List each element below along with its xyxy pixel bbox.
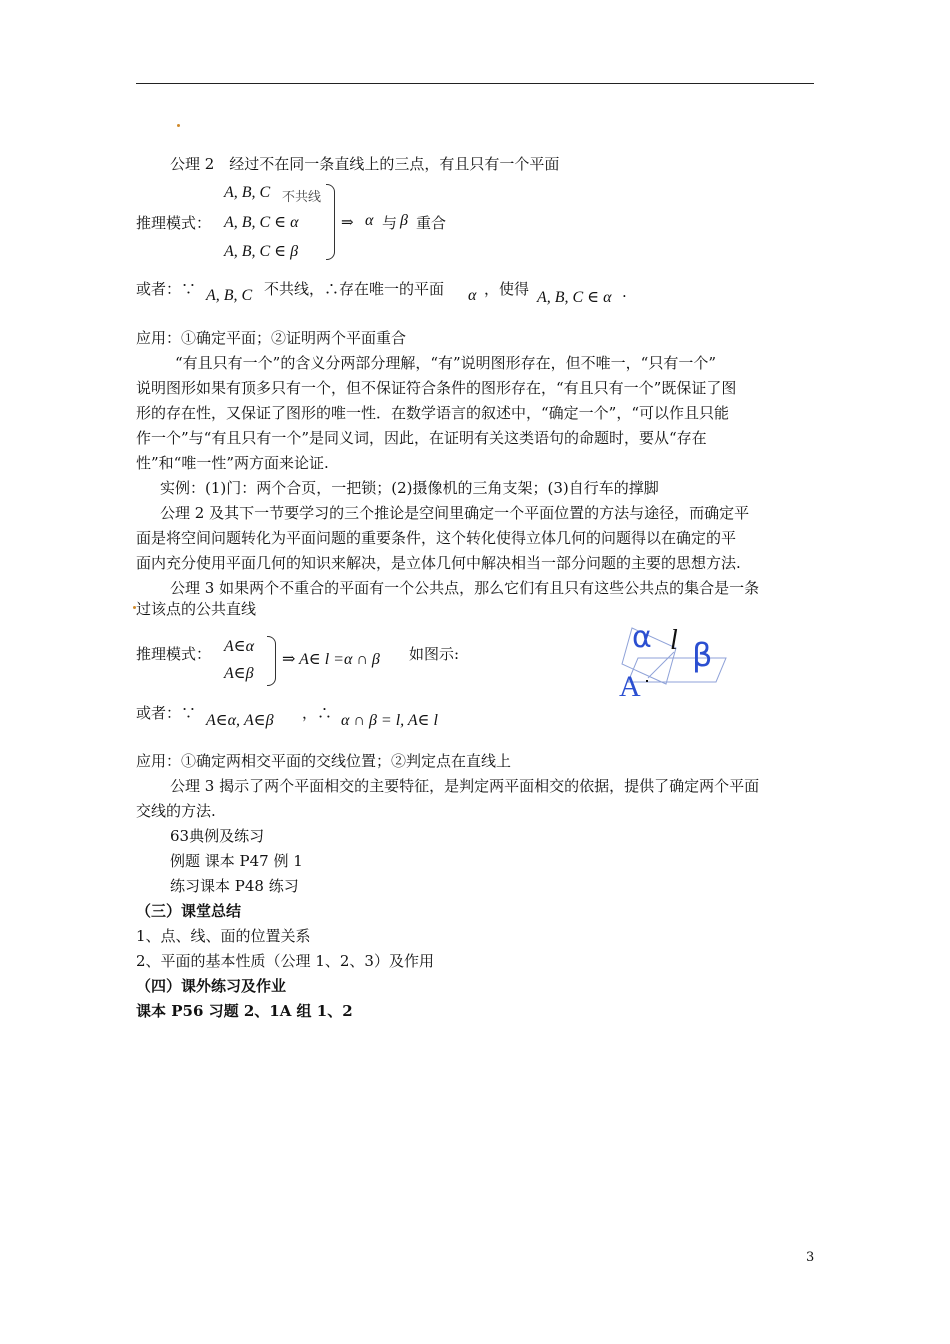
- axiom2-or-end: .: [622, 283, 627, 301]
- axiom3-line-1: 公理 3 如果两个不重合的平面有一个公共点，那么它们有且只有这些公共点的集合是一条: [170, 579, 760, 597]
- axiom3-figure-note: 如图示:: [409, 645, 460, 663]
- para1-line-4: 作一个”与“有且只有一个”是同义词，因此，在证明有关这类语句的命题时，要从“存在: [136, 429, 707, 447]
- axiom3-conclusion: ⇒ A∈ l =α ∩ β: [282, 651, 380, 668]
- header-rule: [136, 83, 814, 84]
- axiom3-premise-1: A∈α: [224, 638, 255, 655]
- practice-example: 例题 课本 P47 例 1: [170, 852, 303, 870]
- axiom3-or-comma: ，∴: [302, 704, 333, 722]
- axiom2-or-alpha: α: [468, 287, 477, 304]
- axiom2-or-result: A, B, C ∈ α: [537, 289, 612, 306]
- mark-dot: [133, 606, 136, 609]
- axiom2-premise-2: A, B, C ∈ α: [224, 214, 299, 231]
- axiom2-conclusion-alpha: α: [365, 212, 374, 229]
- axiom3-para-line-2: 交线的方法.: [136, 802, 216, 820]
- figure-alpha-label: α: [632, 620, 652, 655]
- axiom2-or-abc: A, B, C: [206, 287, 253, 304]
- axiom3-para-line-1: 公理 3 揭示了两个平面相交的主要特征，是判定两平面相交的依据，提供了确定两个平面: [170, 777, 760, 795]
- summary-heading: （三）课堂总结: [136, 902, 242, 920]
- axiom3-or-cond: A∈α, A∈β: [206, 712, 274, 729]
- para1-line-2: 说明图形如果有顶多只有一个，但不保证符合条件的图形存在，“有且只有一个”既保证了图: [136, 379, 737, 397]
- axiom3-or-prefix: 或者：∵: [136, 704, 197, 722]
- axiom3-application: 应用：①确定两相交平面的交线位置；②判定点在直线上: [136, 752, 512, 770]
- para1-line-5: 性”和“唯一性”两方面来论证.: [136, 454, 329, 472]
- axiom2-premise-1: A, B, C: [224, 184, 271, 201]
- axiom3-or-result: α ∩ β = l, A∈ l: [341, 712, 438, 729]
- para2-line-2: 面是将空间问题转化为平面问题的重要条件，这个转化使得立体几何的问题得以在确定的平: [136, 529, 737, 547]
- axiom2-brace: [326, 184, 335, 260]
- axiom2-premise-3: A, B, C ∈ β: [224, 243, 299, 260]
- axiom2-application: 应用：①确定平面；②证明两个平面重合: [136, 329, 407, 347]
- examples-line: 实例：(1)门：两个合页，一把锁；(2)摄像机的三角支架；(3)自行车的撑脚: [160, 479, 659, 497]
- para1-line-1: “有且只有一个”的含义分两部分理解，“有”说明图形存在，但不唯一，“只有一个”: [175, 354, 717, 372]
- axiom2-or-text1: 不共线，∴存在唯一的平面: [264, 280, 445, 298]
- homework-text: 课本 P56 习题 2、1A 组 1、2: [136, 1002, 353, 1020]
- figure-l-label: l: [670, 625, 678, 656]
- axiom3-line-2: 过该点的公共直线: [136, 600, 257, 618]
- homework-heading: （四）课外练习及作业: [136, 977, 287, 995]
- axiom2-or-prefix: 或者：∵: [136, 280, 197, 298]
- practice-heading: 63典例及练习: [170, 827, 265, 845]
- para1-line-3: 形的存在性，又保证了图形的唯一性．在数学语言的叙述中，“确定一个”，“可以作且只能: [136, 404, 730, 422]
- page-number: 3: [806, 1250, 815, 1265]
- para2-line-3: 面内充分使用平面几何的知识来解决，是立体几何中解决相当一部分问题的主要的思想方法.: [136, 554, 741, 572]
- para2-line-1: 公理 2 及其下一节要学习的三个推论是空间里确定一个平面位置的方法与途径，而确定平: [160, 504, 750, 522]
- summary-item-2: 2、平面的基本性质（公理 1、2、3）及作用: [136, 952, 434, 970]
- axiom2-arrow: ⇒: [341, 213, 354, 231]
- axiom2-conclusion-beta: β: [400, 212, 408, 229]
- axiom2-conclusion-end: 重合: [416, 214, 447, 232]
- axiom3-brace: [267, 636, 276, 686]
- figure-A-label: A: [619, 670, 641, 703]
- summary-item-1: 1、点、线、面的位置关系: [136, 927, 311, 945]
- mark-dot: [177, 124, 180, 127]
- axiom3-premise-2: A∈β: [224, 665, 254, 682]
- axiom2-or-text2: ，使得: [484, 280, 530, 298]
- axiom2-mode-label: 推理模式：: [136, 214, 212, 232]
- figure-point-A: [646, 680, 648, 682]
- axiom2-title: 公理 2 经过不在同一条直线上的三点，有且只有一个平面: [170, 155, 560, 173]
- axiom2-premise-1-note: 不共线: [282, 190, 322, 205]
- practice-exercise: 练习课本 P48 练习: [170, 877, 299, 895]
- axiom3-mode-label: 推理模式：: [136, 645, 212, 663]
- axiom2-conclusion-with: 与: [382, 214, 398, 232]
- figure-beta-label: β: [692, 636, 713, 674]
